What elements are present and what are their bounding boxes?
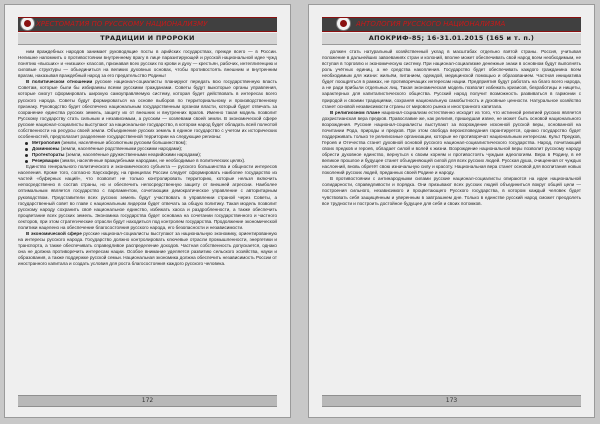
list-term: Метрополия bbox=[32, 139, 61, 145]
emblem-icon bbox=[20, 17, 35, 31]
list-desc: (земли, населённые враждебными народами, не необходимые в политических целях). bbox=[60, 158, 246, 164]
list-desc: (земли, населённые родственными русскими народами); bbox=[60, 146, 183, 151]
paragraph bbox=[322, 110, 581, 177]
right-page-header bbox=[322, 17, 581, 32]
emblem-icon bbox=[336, 17, 351, 31]
left-body-text bbox=[18, 49, 277, 389]
right-page-number: 173 bbox=[322, 395, 581, 407]
paragraph: должен стать натуральный хозяйственный уклад в масштабах отдельно взятой страны. Россия, учитывая положение в дальнейших завоеваниях стран и колоний, вполне может обеспечивать свой народ всем необходимым, не вступая в торговлю и экономическую систему. При национал-социализме денежные знаки в основном будут выполнять роль учётных единиц, а не средства накопления. Государство будет обеспечивать каждого гражданина всем необходимым для жизни: жильём, питанием, одеждой, медицинской помощью и образованием. Частная инициатива будет поощряться в рамках, не противоречащих интересам нации. Предприятия будут работать на благо всего народа, а не ради прибыли отдельных лиц. Такая экономическая модель позволит избежать кризисов, безработицы и нищеты, характерных для капиталистического общества. Русский народ получит возможность развиваться в гармонии с природой и своими традициями, сохраняя национальную самобытность и духовные ценности. Натуральное хозяйство станет основой независимости страны от мирового рынка и иностранного капитала. bbox=[322, 49, 581, 109]
left-header-title: ХРЕСТОМАТИЯ ПО РУССКОМУ НАЦИОНАЛИЗМУ bbox=[36, 20, 208, 28]
regions-list bbox=[18, 140, 277, 164]
list-term: Резервации bbox=[32, 158, 59, 164]
paragraph: Единство генерального политического и экономического субъекта — русского большинства и общности интересов населения. Кроме того, согласно Хаусхоферу, на принципах России следует сформировать наиболее государство из частей «буферных наций», что позволит не только контролировать территорию, которые нельзя включить непосредственно в состав страны, но и обеспечить непосредственную защиту от внешней агрессии. Наиболее оптимальным является государство с парламентом, сочетающим демократическое управление с авторитарным руководством. Представители всех русских земель будут участвовать в управлении страной через Советы, а государственный совет во главе с национальным лидером будет отвечать за общую политику. Такая модель позволит русскому народу сохранить своё национальное единство, избежать хаоса и раздробленности, а также обеспечить процветание всех русских земель. Экономика государства будет основана на сочетании государственного и частного секторов, при этом стратегические отрасли будут находиться под контролем государства. Продолжение экономической политики нацелено на обеспечение благосостояния русского народа, его безопасности и независимости. bbox=[18, 164, 277, 230]
paragraph-lead: В религиозном плане bbox=[330, 109, 380, 115]
paragraph: ним враждебных народов занимает руководящие посты в арийских государствах, прежде всего — в России. Нелишне напомнить о противостоянии внутреннему врагу в лице паразитирующей и русской национальной идее чужд понятию «высших» и «низших» классов, признавая всех русских по крови и духу — крестьян, рабочих, интеллигенцию и силовые структуры — объединиться на великих духовных основах, чтобы противостоять внешним и внутренним врагам, наказывая враждебный народ за его предательство Родины! bbox=[18, 49, 277, 79]
list-term: Доминионы bbox=[32, 146, 60, 151]
right-page bbox=[308, 4, 595, 418]
list-desc: (земли, населённые дружественными неарийскими народами); bbox=[65, 152, 202, 158]
list-item bbox=[32, 158, 277, 164]
paragraph-body: русские национал-социалисты планируют передать всю государственную власть Советам, которые были бы избираемы всеми русскими гражданами. Советы будут выкоторые органы управления, которые смогут сформировать широкую самоуправляемую систему, которая будет действовать в интересах всего русского народа. Советы будут формироваться на основе выборов по территориальному и производственному признаку. Руководство будет обеспечено национальным государственным органом власти, который будет отвечать за сохранение единства русских земель, защиту их от внешних и внутренних врагов. Именно такая модель позволит Русскому государству стать сильным и независимым, а русским — хозяевами своей земли. В экономической сфере русские национал-социалисты выступают за национальное государство, в котором народ будет обладать всей полнотой собственности на ресурсы своей земли. Объединение русских земель в единое государство с учетом их исторических особенностей, предполагает разделение государственной территории на следующие регионы: bbox=[18, 79, 277, 139]
left-section-title: ТРАДИЦИИ И ПРОРОКИ bbox=[18, 33, 277, 45]
paragraph-lead: В политическом отношении bbox=[26, 79, 93, 85]
paragraph bbox=[18, 231, 277, 267]
paragraph-body: русские национал-социалисты выступают за национальную экономику, ориентированную на интересы русского народа. Государство должно контролировать ключевые отрасли промышленности, энергетики и транспорта, а также обеспечивать справедливое распределение доходов. Частная собственность допускается, однако она не должна противоречить интересам нации. Особое внимание уделяется развитию сельского хозяйства, науки и образования, а также поддержке русской семьи. Национальная экономика должна обеспечить независимость России от иностранного капитала и создать условия для роста благосостояния каждого русского человека. bbox=[18, 230, 277, 267]
right-header-title: АНТОЛОГИЯ РУССКОГО НАЦИОНАЛИЗМА bbox=[356, 20, 506, 28]
left-page-number: 172 bbox=[18, 395, 277, 407]
right-section-title: АПОКРИФ-85; 16-31.01.2015 (165 и т. п.) bbox=[322, 33, 581, 45]
right-body-text bbox=[322, 49, 581, 389]
paragraph bbox=[18, 79, 277, 140]
left-page bbox=[4, 4, 291, 418]
paragraph: В противостоянии с антинародными силами русские национал-социалисты опираются на идеи национальной солидарности, справедливости и порядка. Они призывают всех русских людей объединиться вокруг общей цели — построения сильного, независимого и процветающего Русского государства, в котором каждый человек будет чувствовать себя защищённым и уверенным в завтрашнем дне. Только в единстве русский народ сможет преодолеть все трудности и построить достойное будущее для себя и своих потомков. bbox=[322, 176, 581, 206]
list-desc: (земли, населённые абсолютным русским большинством); bbox=[61, 139, 187, 145]
left-page-header bbox=[18, 17, 277, 32]
list-term: Протектораты bbox=[32, 152, 65, 158]
paragraph-lead: В экономической сфере bbox=[26, 230, 82, 236]
paragraph-body: национал-социализм естественно исходит из того, что истинной религией русских является дохристианская вера предков. Православие же, как религия, пришедшая извне, не может быть основой национального возрождения. Русские национал-социалисты выступают за возрождение исконной русской веры, основанной на почитании Рода, природы и предков. При этом свобода вероисповедания гарантируется, однако государство будет поддерживать только те религиозные организации, которые не противоречат национальным интересам. Культ Предков, Героев и Отечества станет духовной основой русского национал-социалистического государства. Народ, почитающий своих предков и героев, обладает силой и волей к жизни. Возрождение национальной веры позволит русскому народу обрести духовное единство, вернуться к своим корням и противостоять чуждым идеологиям. Вера в Родину, в её великое прошлое и будущее станет объединяющей силой для всех русских людей. Русская душа, очищенная от чуждых наслоений, вновь обретёт свою изначальную силу и красоту. Национальная вера станет основой для воспитания новых поколений русских людей, преданных своей Родине и народу. bbox=[322, 109, 581, 176]
